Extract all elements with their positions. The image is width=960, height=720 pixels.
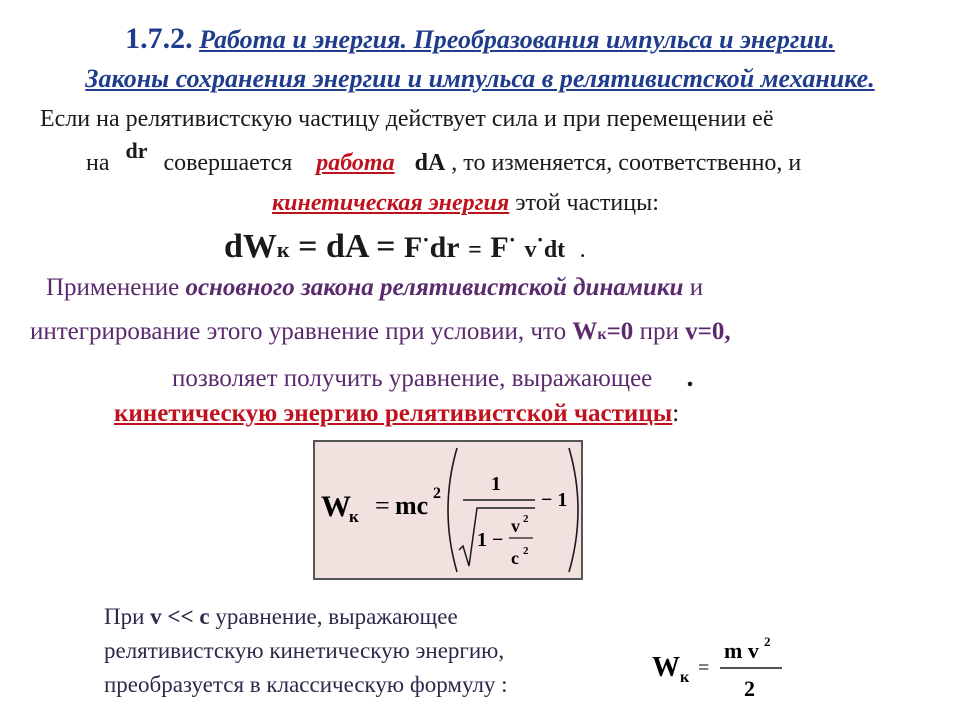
formula-W: W <box>321 490 351 523</box>
eq-dt: dt <box>543 237 566 263</box>
formula-c: c <box>511 548 519 568</box>
formula-sub-k: к <box>349 507 359 526</box>
app-line-3: позволяет получить уравнение, выражающее <box>172 365 653 392</box>
heading-line-2-wrap <box>0 64 960 94</box>
application-line-1 <box>46 274 703 302</box>
heading-line-1: Работа и энергия. Преобразования импульса и энергии. <box>199 25 835 54</box>
section-heading <box>0 22 960 56</box>
eq-dot2: · <box>508 227 516 252</box>
heading-line-2: Законы сохранения энергии и импульса в релятивистской механике. <box>85 64 875 93</box>
intro-sovershaetsya: совершается <box>163 150 293 176</box>
intro-line-3 <box>272 190 659 217</box>
intro-line-2 <box>86 138 802 177</box>
formula-numerator-1: 1 <box>491 473 501 495</box>
intro-line-3-tail: этой частицы: <box>515 190 659 216</box>
classical-line-2: релятивистскую кинетическую энергию, <box>104 638 505 663</box>
eq-F1: F <box>403 231 423 264</box>
eq-sub-k: к <box>276 237 290 262</box>
classical-formula <box>648 632 798 712</box>
formula-one-minus: 1 − <box>477 529 504 551</box>
formula-equals: = <box>375 491 390 520</box>
eq-dA: = dA = <box>298 228 396 265</box>
app-and: и <box>689 274 704 301</box>
app-pri: при <box>639 318 679 345</box>
application-line-3 <box>172 362 694 394</box>
formula-v: v <box>511 516 520 536</box>
classical-denominator: 2 <box>744 676 755 701</box>
eq-equals-2: = <box>468 237 482 263</box>
formula-c-exp: 2 <box>523 545 529 557</box>
dr-symbol: dr <box>125 138 148 163</box>
term-kinetic-energy-relativistic: кинетическую энергию релятивистской частицы <box>114 400 673 427</box>
term-rabota: работа <box>316 150 395 176</box>
classical-line-1-tail: уравнение, выражающее <box>209 604 458 629</box>
eq-period: . <box>579 237 586 263</box>
classical-W: W <box>652 652 680 683</box>
eq-F2: F <box>490 231 509 264</box>
left-paren <box>448 448 457 572</box>
equation-dW <box>224 228 586 266</box>
eq-v: v <box>524 237 537 263</box>
formula-minus-one: − 1 <box>541 489 568 511</box>
classical-equals: = <box>698 657 710 679</box>
app-colon: : <box>672 400 680 427</box>
application-line-4 <box>114 400 679 428</box>
app-cond-2: v=0, <box>685 318 731 345</box>
formula-mc: mc <box>395 491 429 520</box>
app-sub-k: к <box>597 326 607 343</box>
application-line-2 <box>30 318 731 346</box>
classical-sup-2: 2 <box>764 634 771 649</box>
app-primenenie: Применение <box>46 274 180 301</box>
term-law: основного закона релятивистской динамики <box>185 274 684 301</box>
classical-sub-k: к <box>680 669 690 686</box>
formula-v-exp: 2 <box>523 513 529 525</box>
app-W: W <box>572 318 598 345</box>
app-cond-1: =0 <box>606 318 634 345</box>
dA-symbol: dA <box>414 150 446 176</box>
intro-line-1: Если на релятивистскую частицу действует сила и при перемещении её <box>40 106 774 132</box>
relativistic-formula <box>315 442 581 578</box>
intro-na: на <box>86 150 110 176</box>
classical-line-1 <box>104 604 458 630</box>
classical-pri: При <box>104 604 145 629</box>
relativistic-formula-box <box>313 440 583 580</box>
eq-dW: dW <box>224 228 277 265</box>
intro-line-2-tail: , то изменяется, соответственно, и <box>451 150 802 176</box>
right-paren <box>569 448 578 572</box>
app-dot: . <box>686 362 694 393</box>
eq-dr: dr <box>429 231 460 264</box>
classical-line-3: преобразуется в классическую формулу : <box>104 672 508 697</box>
app-integration: интегрирование этого уравнение при условии, что <box>30 318 567 345</box>
classical-numerator: m v <box>724 638 759 663</box>
formula-sup-2: 2 <box>433 485 441 502</box>
eq-dot1: · <box>422 227 430 252</box>
eq-dot3: · <box>536 227 544 252</box>
section-number: 1.7.2. <box>125 22 193 55</box>
term-kinetic-energy: кинетическая энергия <box>272 190 510 216</box>
classical-condition: v << c <box>150 604 210 629</box>
